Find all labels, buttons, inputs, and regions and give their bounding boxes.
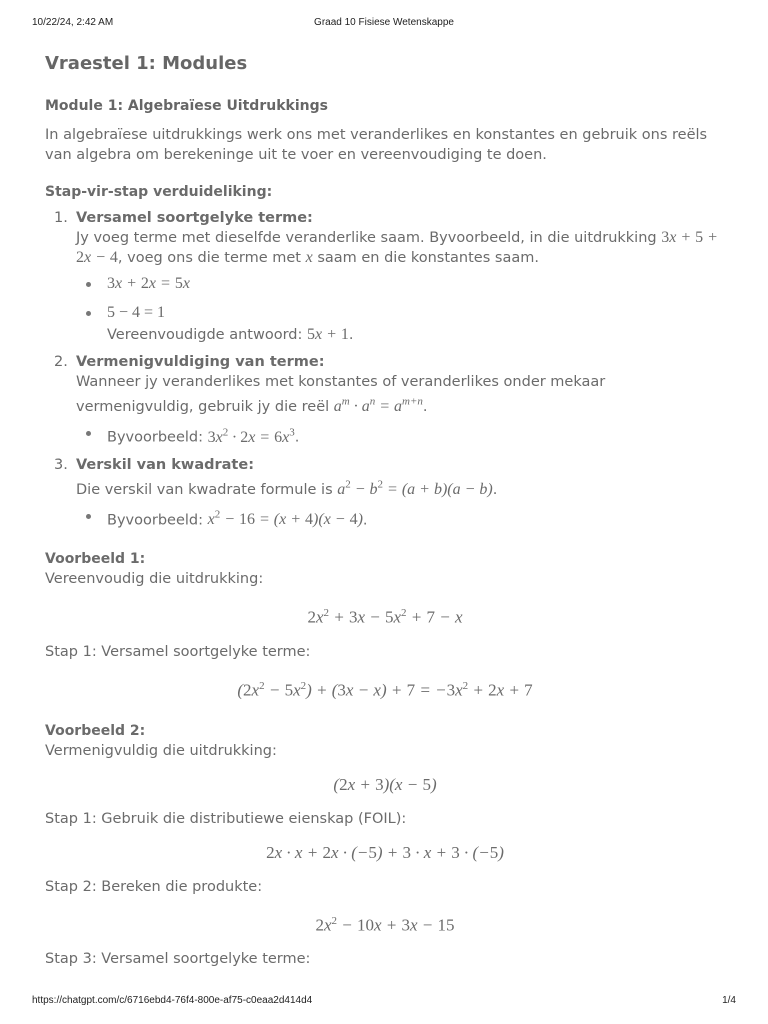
page-title: Vraestel 1: Modules — [45, 53, 248, 74]
example1-heading: Voorbeeld 1: — [45, 551, 146, 568]
print-url: https://chatgpt.com/c/6716ebd4-76f4-800e-af75-c0eaa2d414d4 — [32, 995, 313, 1006]
example2-heading: Voorbeeld 2: — [45, 722, 146, 739]
print-datetime: 10/22/24, 2:42 AM — [32, 17, 114, 28]
intro-paragraph: In algebraïese uitdrukkings werk ons met veranderlikes en konstantes en gebruik ons reëls van algebra om berekeninge uit te voer en vereenvoudiging te doen. — [45, 127, 708, 163]
example2-instruction: Vermenigvuldig die uitdrukking: — [45, 742, 277, 759]
math-expression: $3x^2 \cdot 2x = 6x^3$ — [207, 426, 295, 446]
math-expression: 5x + 1 — [306, 326, 349, 343]
sub-list — [76, 273, 725, 346]
module-title: Module 1: Algebraïese Uitdrukkings — [45, 98, 328, 114]
step-text: Die verskil van kwadrate formule is $a^2 - b^2 = (a + b)(a - b)$. — [76, 478, 498, 498]
page-number: 1/4 — [722, 995, 736, 1006]
step-title: Vermenigvuldiging van terme: — [76, 354, 325, 370]
step-title: Verskil van kwadrate: — [76, 456, 254, 473]
math-variable: x — [305, 249, 313, 266]
example2-step1: Stap 1: Gebruik die distributiewe eienskap (FOIL): — [45, 810, 407, 827]
steps-heading: Stap-vir-stap verduideliking: — [45, 184, 273, 200]
step-number: 1. — [54, 210, 68, 226]
step-item — [45, 455, 725, 532]
math-expression: $a^m \cdot a^n = a^{m+n}$ — [333, 396, 423, 416]
step-text: Wanneer jy veranderlikes met konstantes of veranderlikes onder mekaar vermenigvuldig, gebruik jy die reël $a^m \cdot a^n = a^{m+n}$. — [76, 374, 606, 416]
step-item — [45, 208, 725, 346]
print-title: Graad 10 Fisiese Wetenskappe — [314, 17, 454, 28]
step-text: Jy voeg terme met dieselfde veranderlike saam. Byvoorbeeld, in die uitdrukking 3x + 5 + 2x − 4, voeg ons die terme met x saam en die konstantes saam. — [76, 229, 718, 266]
simplified-answer-label: Vereenvoudigde antwoord: — [107, 327, 303, 343]
math-expression: $a^2 - b^2 = (a + b)(a - b)$ — [337, 478, 493, 498]
step-title: Versamel soortgelyke terme: — [76, 210, 313, 226]
sub-item: 5 − 4 = 1 Vereenvoudigde antwoord: 5x + 1. — [76, 302, 725, 346]
example1-instruction: Vereenvoudig die uitdrukking: — [45, 571, 264, 588]
sub-item — [76, 273, 725, 295]
sub-list — [76, 422, 725, 448]
math-expression: 3x + 2x = 5x — [107, 275, 190, 292]
math-expression: $x^2 - 16 = (x + 4)(x - 4)$ — [207, 508, 363, 529]
display-equation: $(2x^2 - 5x^2) + (3x - x) + 7 = -3x^2 + 2x + 7$ — [237, 679, 533, 700]
sub-item: Byvoorbeeld: $x^2 - 16 = (x + 4)(x - 4)$. — [76, 505, 725, 531]
example1-step1: Stap 1: Versamel soortgelyke terme: — [45, 643, 311, 660]
step-number: 3. — [54, 456, 68, 473]
example2-step2: Stap 2: Bereken die produkte: — [45, 878, 263, 895]
math-expression: 5 − 4 = 1 — [107, 304, 166, 321]
sub-list — [76, 505, 725, 531]
display-equation: $2x^2 + 3x - 5x^2 + 7 - x$ — [307, 607, 463, 627]
display-equation: (2x + 3)(x − 5) — [333, 774, 437, 794]
display-equation: 2x · x + 2x · (−5) + 3 · x + 3 · (−5) — [266, 842, 504, 862]
steps-list — [45, 208, 725, 531]
print-footer — [32, 995, 736, 1006]
example2-step3: Stap 3: Versamel soortgelyke terme: — [45, 951, 311, 968]
sub-item: Byvoorbeeld: $3x^2 \cdot 2x = 6x^3$. — [76, 422, 725, 448]
step-number: 2. — [54, 354, 68, 370]
step-item — [45, 352, 725, 449]
math-expression: 3x + 5 + 2x − 4 — [76, 229, 718, 266]
document-content — [45, 52, 725, 969]
display-equation: $2x^2 - 10x + 3x - 15$ — [315, 914, 455, 935]
